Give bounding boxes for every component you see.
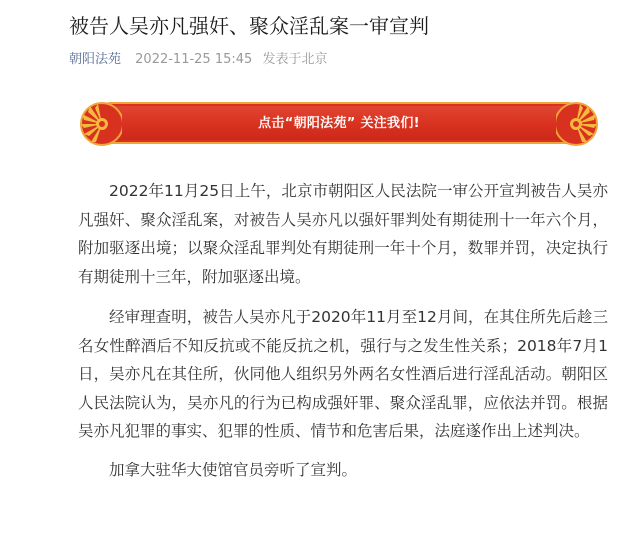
follow-banner[interactable] [78,100,600,148]
paragraph-embassy: 加拿大驻华大使馆官员旁听了宣判。 [109,461,358,479]
article-meta [69,50,327,70]
publish-date: 2022-11-25 15:45 [135,52,253,67]
paragraph-findings: 经审理查明，被告人吴亦凡于2020年11月至12月间，在其住所先后趁三名女性醉酒后不知反抗或不能反抗之机，强行与之发生性关系；2018年7月1日，吴亦凡在其住所，伙同他人组织另外两名女性酒后进行淫乱活动。朝阳区人民法院认为，吴亦凡的行为已构成强奸罪、聚众淫乱罪，应依法并罚。根据吴亦凡犯罪的事实、犯罪的性质、情节和危害后果，法庭遂作出上述判决。 [78,308,608,440]
paragraph-verdict: 2022年11月25日上午，北京市朝阳区人民法院一审公开宣判被告人吴亦凡强奸、聚众淫乱案，对被告人吴亦凡以强奸罪判处有期徒刑十一年六个月，附加驱逐出境；以聚众淫乱罪判处有期徒刑一年十个月，数罪并罚，决定执行有期徒刑十三年，附加驱逐出境。 [78,182,608,286]
author-link[interactable]: 朝阳法苑 [69,52,122,67]
article-title: 被告人吴亦凡强奸、聚众淫乱案一审宣判 [69,14,429,38]
publish-location: 发表于北京 [262,52,328,67]
banner-text: 点击“朝阳法苑” 关注我们! [258,116,420,131]
